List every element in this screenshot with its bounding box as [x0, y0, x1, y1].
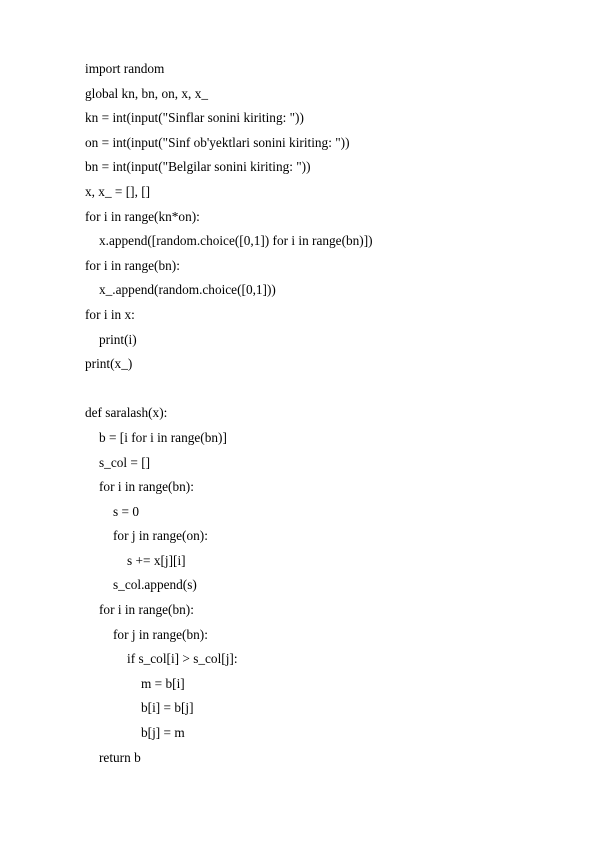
code-line: on = int(input("Sinf ob'yektlari sonini kiriting: ")) [85, 134, 350, 150]
code-line: for i in x: [85, 306, 135, 322]
code-line: global kn, bn, on, x, x_ [85, 85, 208, 101]
code-line: import random [85, 61, 165, 76]
code-line: for j in range(on): [113, 528, 208, 544]
code-line: b[i] = b[j] [141, 700, 194, 716]
code-line: m = b[i] [141, 675, 185, 691]
code-line: b = [i for i in range(bn)] [99, 429, 227, 445]
code-line: x, x_ = [], [] [85, 183, 151, 199]
code-line: x.append([random.choice([0,1]) for i in range(bn)]) [99, 233, 373, 249]
code-line: for i in range(bn): [99, 479, 194, 495]
code-line: s = 0 [113, 503, 139, 519]
code-line: print(x_) [85, 356, 133, 372]
code-line: s_col = [] [99, 454, 151, 470]
code-line: for i in range(kn*on): [85, 208, 200, 224]
code-line: bn = int(input("Belgilar sonini kiriting: ")) [85, 159, 311, 175]
code-line: for i in range(bn): [85, 257, 180, 273]
code-line: print(i) [99, 331, 137, 347]
code-line: for j in range(bn): [113, 626, 208, 642]
code-line: return b [99, 749, 141, 765]
code-line: b[j] = m [141, 725, 185, 741]
code-block [85, 57, 565, 770]
code-line: if s_col[i] > s_col[j]: [127, 651, 238, 667]
code-line: def saralash(x): [85, 405, 168, 421]
code-line: x_.append(random.choice([0,1])) [99, 282, 276, 298]
blank-line [85, 377, 565, 402]
code-line: kn = int(input("Sinflar sonini kiriting: ")) [85, 110, 304, 126]
code-line: s_col.append(s) [113, 577, 197, 593]
code-line: s += x[j][i] [127, 552, 186, 568]
code-line: for i in range(bn): [99, 602, 194, 618]
